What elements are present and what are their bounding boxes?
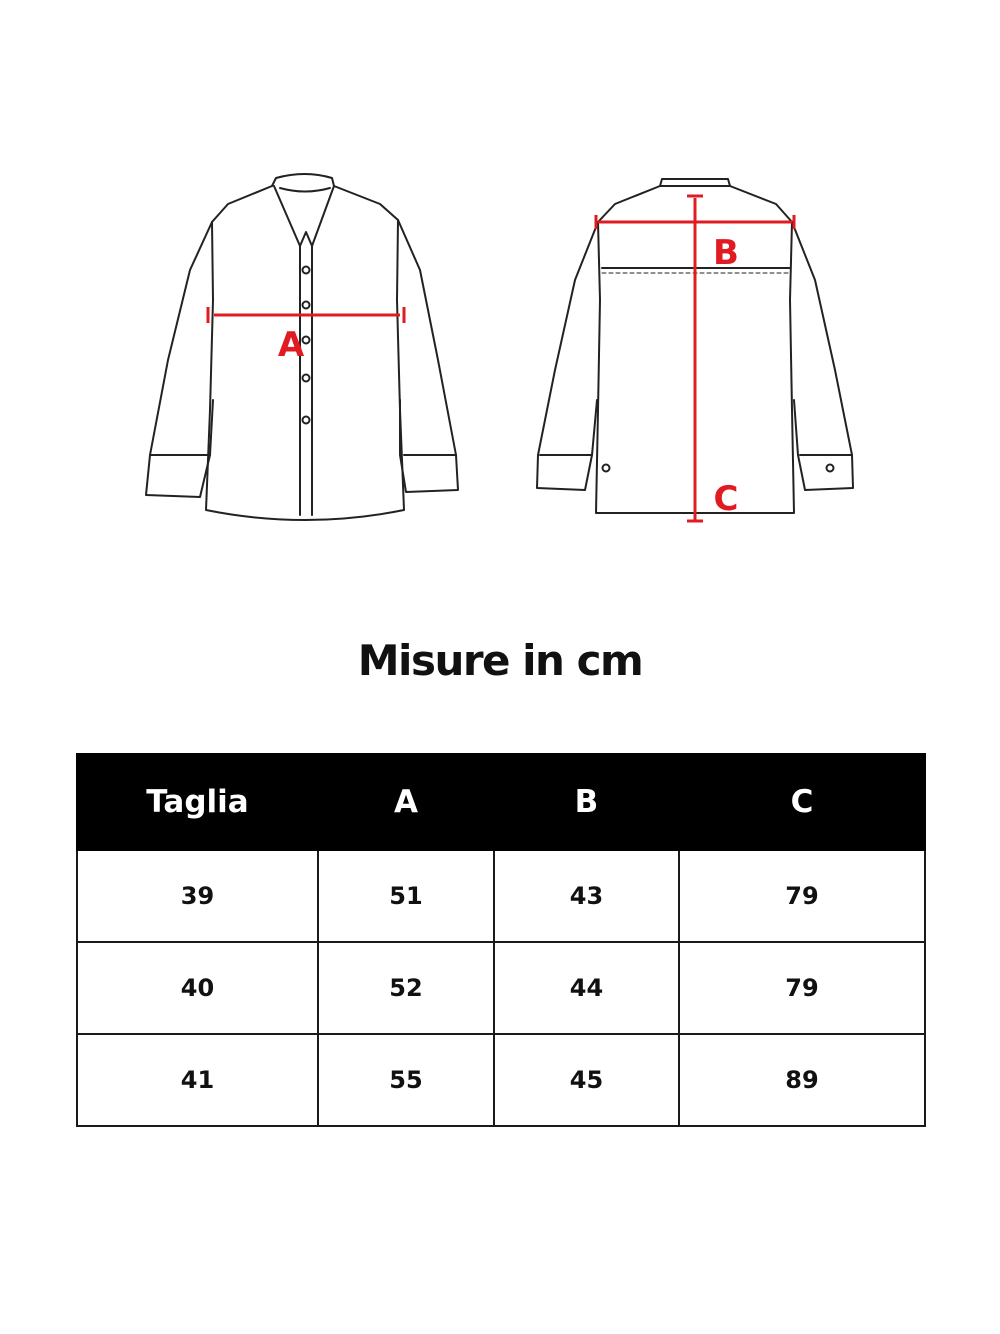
cell-a: 52 [318,942,494,1034]
cell-c: 89 [679,1034,925,1126]
cell-taglia: 41 [77,1034,318,1126]
cell-a: 55 [318,1034,494,1126]
measure-label-c: C [713,479,739,519]
cell-b: 43 [494,850,679,942]
cell-b: 44 [494,942,679,1034]
page-title: Misure in cm [357,636,643,685]
header-taglia: Taglia [77,754,318,850]
cell-c: 79 [679,850,925,942]
header-c: C [679,754,925,850]
cell-c: 79 [679,942,925,1034]
table-row [77,942,925,1034]
measure-label-b: B [713,233,739,273]
header-a: A [318,754,494,850]
measure-label-a: A [277,325,305,365]
cell-b: 45 [494,1034,679,1126]
cell-taglia: 39 [77,850,318,942]
shirt-measurement-diagram [0,0,1000,560]
header-b: B [494,754,679,850]
size-table [76,753,926,1127]
table-row [77,850,925,942]
table-row [77,1034,925,1126]
table-header-row [77,754,925,850]
cell-a: 51 [318,850,494,942]
cell-taglia: 40 [77,942,318,1034]
